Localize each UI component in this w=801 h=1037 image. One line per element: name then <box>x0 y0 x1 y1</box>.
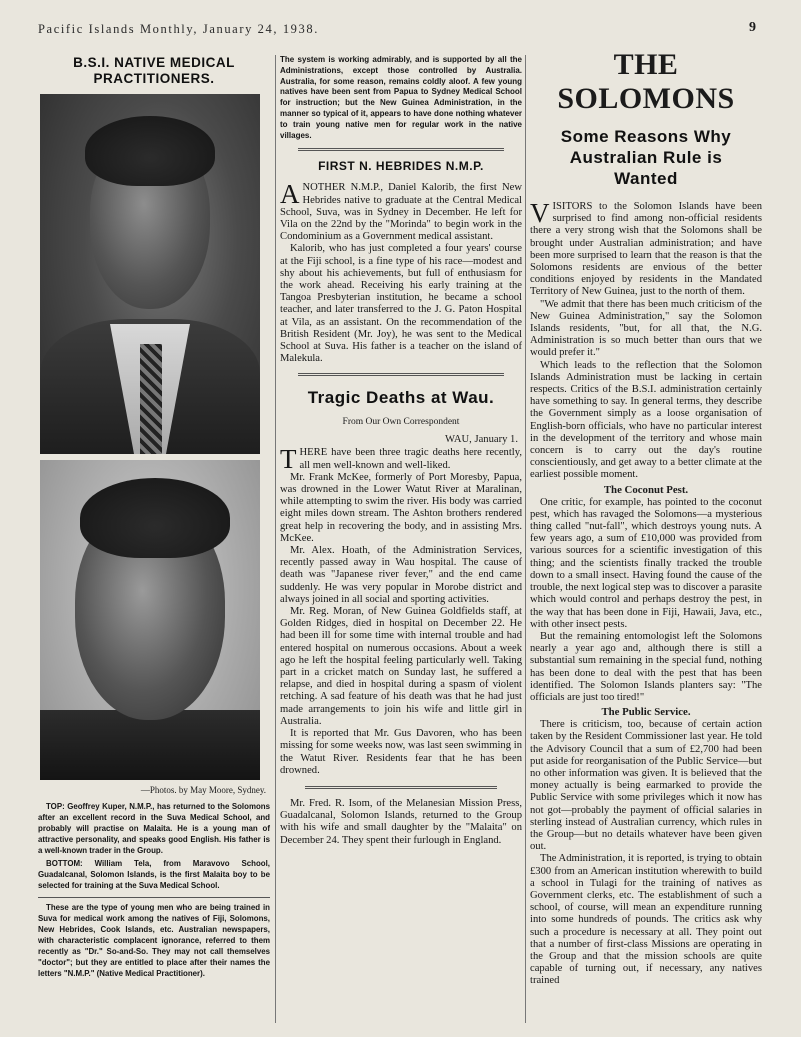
article-paragraph: Mr. Reg. Moran, of New Guinea Goldfields staff, at Golden Ridges, died in hospital on December 22. He had been ill for some time with internal trouble and had entered hospital on numerous occasions. About a week ago he left the hospital feeling particularly well. Taking part in a cricket match on Sunday last, he suffered a relapse, and died in hospital during a spasm of violent retching. A sad feature of his death was that he had just made arrangements to join his wife and little girl in Australia. <box>280 606 522 727</box>
drop-cap: V <box>530 198 550 228</box>
article-paragraph: It is reported that Mr. Gus Davoren, who has been missing for some weeks now, was last seen swimming in the Watut River. Residents fear that he has been drowned. <box>280 728 522 776</box>
intro-paragraph: The system is working admirably, and is supported by all the Administrations, except those controlled by Australia. Australia, for some reason, remains coldly aloof. A few young natives have been sent from Papua to Sydney Medical School for instruction; but the New Guinea Administration, in the manner so typical of it, appears to have done nothing whatever to train young native men for regular work in the native villages. <box>280 55 522 140</box>
divider <box>298 148 504 151</box>
portrait-photo-bottom <box>40 460 260 780</box>
editorial-note: These are the type of young men who are being trained in Suva for medical work among the natives of Fiji, Solomons, New Hebrides, Cook Islands, etc. Australian newspapers, with characteristic complacent ignorance, referred to them recently as "Dr." So-and-So. They may not call themselves "doctor"; but they are entitled to place after their names the letters "N.M.P." (Native Medical Practitioner). <box>38 903 270 978</box>
article-paragraph: THERE have been three tragic deaths here recently, all men well-known and well-liked. <box>280 444 522 475</box>
column-divider <box>275 55 276 1023</box>
byline: From Our Own Correspondent <box>342 417 460 428</box>
caption-top: TOP: Geoffrey Kuper, N.M.P., has returned to the Solomons after an excellent record in the Suva Medical School, and probably will practise on Malaita. He is a young man of attractive personality, and speaks good English. His father is a well-known trader in the Group. <box>38 802 270 855</box>
article-headline: FIRST N. HEBRIDES N.M.P. <box>318 159 484 174</box>
divider <box>38 897 270 898</box>
article-paragraph: Which leads to the reflection that the Solomon Islands Administration must be lacking in certain respects. Critics of the B.S.I. administration certainly have something to say. In general terms, they describe the Government simply as a loose organisation of English-born officials, who have no particular interest in the development of the territory and whose main concern is to carry out the day's routine conscientiously, and get away to a better climate at the earliest possible moment. <box>530 359 762 481</box>
photo-credit: —Photos. by May Moore, Sydney. <box>140 785 266 795</box>
article-paragraph: ANOTHER N.M.P., Daniel Kalorib, the first New Hebrides native to graduate at the Central Medical School, Suva, was in Sydney in December. He left for Vila on the 22nd by the "Morinda" to begin work in the Condominium as a Government medical assistant. <box>280 179 522 243</box>
article-paragraph: Mr. Frank McKee, formerly of Port Moresby, Papua, was drowned in the Lower Watut River at Maralinan, while attempting to swim the river. His body was carried eight miles down stream. The Ashton brothers rendered great help in recovering the body, and in assisting Mrs. McKee. <box>280 471 522 544</box>
article-paragraph: The Administration, it is reported, is trying to obtain £300 from an American institution wherewith to build a school in Tulagi for the training of natives as Government clerks, etc. The establishment of such a school, of course, will mean an expenditure running into some hundreds of pounds. The critics ask why such a procedure is necessary at all. They point out that a number of first-class Missions are operating in the Group and that the mission schools are quite capable of turning out, if necessary, any natives trained <box>530 853 762 987</box>
dateline: WAU, January 1. <box>445 434 518 446</box>
divider <box>305 786 497 789</box>
article-paragraph: Mr. Fred. R. Isom, of the Melanesian Mission Press, Guadalcanal, Solomon Islands, returned to the Group with his wife and small daughter by the "Malaita" on December 24. They spent their furlough in England. <box>280 797 522 846</box>
column-right <box>530 48 762 988</box>
article-paragraph: Mr. Alex. Hoath, of the Administration Services, recently passed away in Wau hospital. The cause of death was "Japanese river fever," and the end came suddenly. He was very popular in Morobe district and always joined in all social and sporting activities. <box>280 545 522 605</box>
divider <box>298 373 504 376</box>
article-paragraph: Kalorib, who has just completed a four years' course at the Fiji school, is a fine type of his race—modest and shy about his achievements, but full of enthusiasm for the work ahead. Receiving his early training at the Tangoa Presbyterian institution, he became a school teacher, and later transferred to the J. G. Paton Hospital at Vila, as an assistant. On the recommendation of the British Resident (Mr. Joy), he was sent to the Medical School at Suva. His father is a teacher on the island of Malekula. <box>280 243 522 365</box>
page-number: 9 <box>749 20 756 35</box>
section-subhead: The Coconut Pest. <box>603 483 689 496</box>
article-paragraph: There is criticism, too, because of certain action taken by the Resident Commissioner last year. He told the Advisory Council that a sum of £2,700 had been put aside for reorganisation of the Public Service—but no other information was given. It is believed that the money actually is being earmarked to provide the Public Service with some privileges which it now has not got—probably the payment of official salaries in sterling instead of Australian currency, which rules in the Group—but no details whatever have been given out. <box>530 719 762 853</box>
article-subheadline: Some Reasons Why Australian Rule is Wanted <box>560 127 732 188</box>
article-paragraph: One critic, for example, has pointed to the coconut pest, which has ravaged the Solomons—a mysterious thing called "nut-fall", which destroys young nuts. A few years ago, a sum of £10,000 was provided from various sources for a scientific investigation of this thing; and the scientists finally tracked the trouble down to a small insect. Having found the cause of the trouble, the next logical step was to discover a parasite which would control and perhaps destroy the pest, in the way that has been done in Fiji, Hawaii, Java, etc., with other insect pests. <box>530 496 762 630</box>
drop-cap: T <box>280 444 297 475</box>
drop-cap: A <box>280 179 300 210</box>
article-paragraph: "We admit that there has been much criticism of the New Guinea Administration," say the Solomon Islands residents, "but, for all that, the N.G. Administration is so much better than ours that we would prefer it." <box>530 298 762 359</box>
portrait-photo-top <box>40 94 260 454</box>
article-headline: THE SOLOMONS <box>557 48 735 115</box>
article-paragraph: But the remaining entomologist left the Solomons nearly a year ago and, although there is still a substantial sum remaining in the special fund, nothing has been done to deal with the pest that has been identified. The Solomon Islands planters say: "The officials are just too tired!" <box>530 630 762 703</box>
column-middle <box>280 55 522 847</box>
section-subhead: The Public Service. <box>601 706 691 719</box>
column-left <box>38 55 270 979</box>
caption-bottom: BOTTOM: William Tela, from Maravovo School, Guadalcanal, Solomon Islands, is the first Malaita boy to be selected for training at the Suva Medical School. <box>38 859 270 890</box>
article-headline: B.S.I. NATIVE MEDICAL PRACTITIONERS. <box>73 55 235 86</box>
column-divider <box>525 55 526 1023</box>
article-paragraph: VISITORS to the Solomon Islands have been surprised to find among non-official residents there a very strong wish that the Solomons shall be brought under Australian administration; and have been more surprised to learn that the reason is that the Solomons residents are envious of the better conditions enjoyed by residents in the Mandated Territory of New Guinea, just to the north of them. <box>530 198 762 298</box>
running-header: Pacific Islands Monthly, January 24, 1938. <box>38 22 319 36</box>
article-headline: Tragic Deaths at Wau. <box>307 388 495 408</box>
